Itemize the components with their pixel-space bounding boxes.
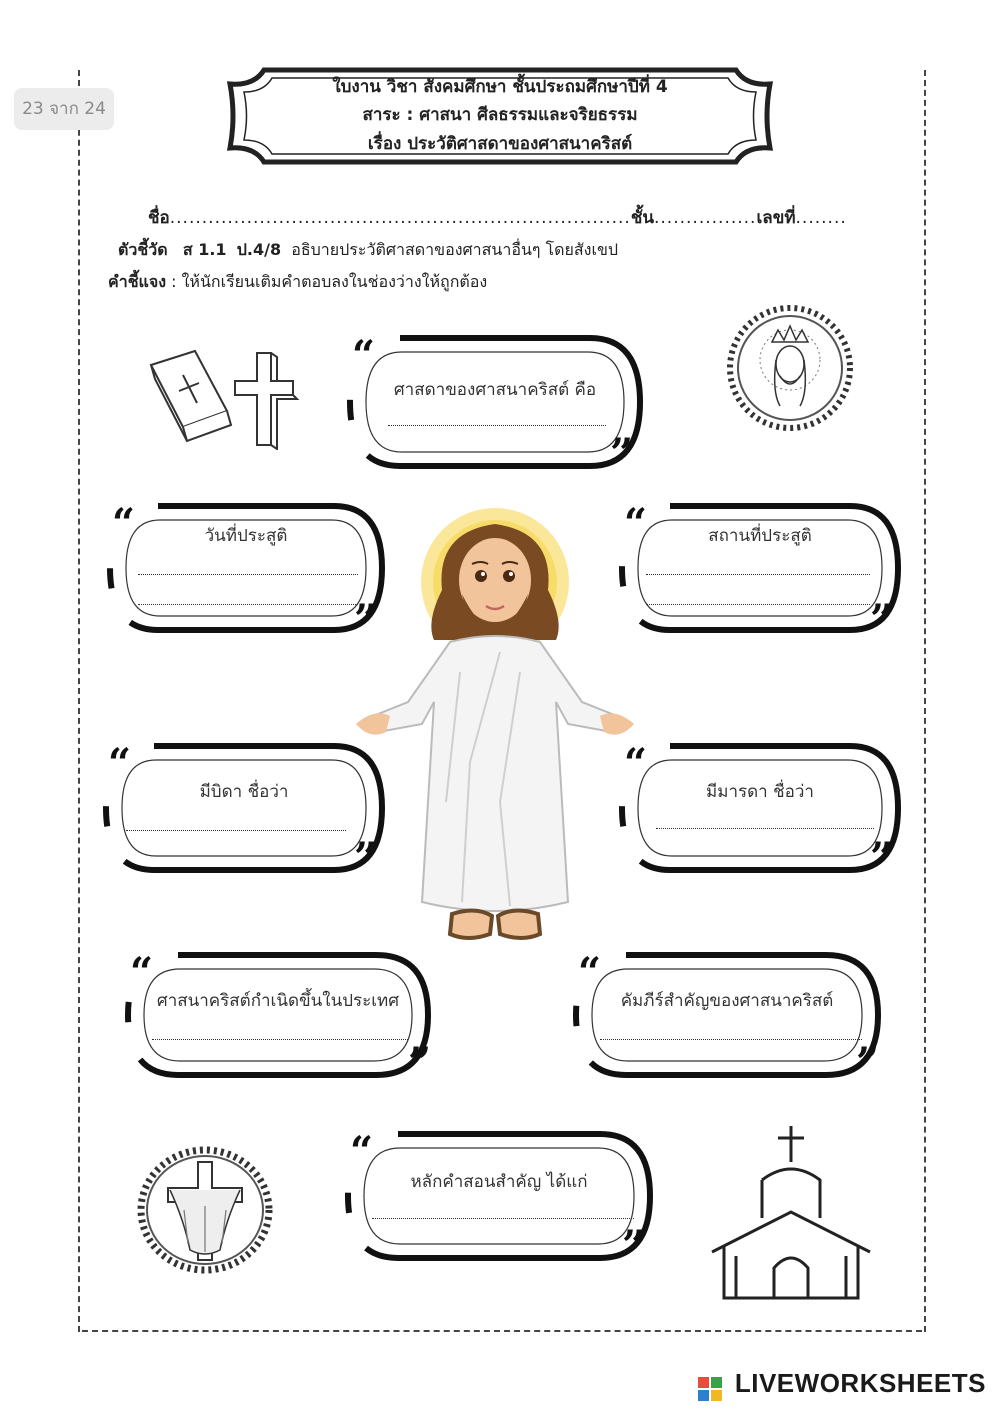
- question-origin-country-box: [118, 945, 438, 1085]
- question-birth-date-label: วันที่ประสูติ: [204, 526, 288, 546]
- answer-teachings-input[interactable]: [372, 1218, 634, 1219]
- question-teachings-box: [338, 1126, 660, 1269]
- question-prophet-box: [340, 330, 650, 475]
- top-bar: [0, 0, 1000, 66]
- name-blank[interactable]: ........................................................................: [169, 208, 631, 228]
- answer-prophet-input[interactable]: [388, 425, 606, 426]
- indicator-text: อธิบายประวัติศาสดาของศาสนาอื่นๆ โดยสังเขป: [291, 240, 619, 259]
- number-blank[interactable]: ........: [795, 208, 847, 228]
- close-quote-icon: ”: [610, 430, 634, 477]
- liveworksheets-brand[interactable]: LIVEWORKSHEETS: [734, 1368, 986, 1398]
- answer-birth-date-input-2[interactable]: [138, 604, 358, 605]
- open-quote-icon: “: [624, 500, 648, 547]
- left-border: [78, 70, 88, 1332]
- liveworksheets-logo-icon: [697, 1376, 723, 1402]
- class-label: ชั้น: [630, 208, 654, 228]
- question-birth-place-label: สถานที่ประสูติ: [708, 526, 812, 546]
- close-quote-icon: ”: [354, 596, 378, 643]
- answer-birth-place-input-1[interactable]: [646, 574, 870, 575]
- open-quote-icon: “: [112, 500, 136, 547]
- close-quote-icon: ”: [408, 1039, 432, 1086]
- indicator-grade: ป.4/8: [236, 240, 282, 259]
- church-illustration: [706, 1122, 876, 1302]
- close-quote-icon: ”: [870, 834, 894, 881]
- question-origin-country-label: ศาสนาคริสต์กำเนิดขึ้นในประเทศ: [156, 991, 400, 1011]
- close-quote-icon: ”: [870, 596, 894, 643]
- title-line-1: ใบงาน วิชา สังคมศึกษา ชั้นประถมศึกษาปีที่ 4: [332, 77, 668, 97]
- crown-of-thorns-cross-illustration: [130, 1140, 280, 1280]
- answer-birth-date-input-1[interactable]: [138, 574, 358, 575]
- indicator-code: ส 1.1: [182, 240, 227, 259]
- page-indicator[interactable]: 23 จาก 24: [14, 88, 114, 130]
- open-quote-icon: “: [578, 949, 602, 996]
- question-birth-place-box: [612, 498, 908, 643]
- answer-origin-country-input[interactable]: [152, 1039, 408, 1040]
- answer-father-input[interactable]: [126, 830, 346, 831]
- question-father-box: [96, 738, 392, 881]
- open-quote-icon: “: [350, 1128, 374, 1175]
- title-line-3: เรื่อง ประวัติศาสดาของศาสนาคริสต์: [367, 134, 633, 154]
- close-quote-icon: ”: [622, 1222, 646, 1269]
- question-scripture-label: คัมภีร์สำคัญของศาสนาคริสต์: [620, 991, 834, 1011]
- class-blank[interactable]: ................: [654, 208, 757, 228]
- question-teachings-label: หลักคำสอนสำคัญ ได้แก่: [410, 1172, 588, 1192]
- title-line-2: สาระ : ศาสนา ศีลธรรมและจริยธรรม: [362, 105, 638, 125]
- student-info-fields: [148, 204, 847, 231]
- bottom-border: [82, 1326, 922, 1332]
- open-quote-icon: “: [352, 332, 376, 379]
- instruction-label: คำชี้แจง: [108, 272, 167, 291]
- right-border: [916, 70, 926, 1332]
- number-label: เลขที่: [756, 208, 796, 228]
- indicator-row: [118, 238, 618, 263]
- close-quote-icon: ”: [856, 1039, 880, 1086]
- close-quote-icon: ”: [354, 834, 378, 881]
- open-quote-icon: “: [130, 949, 154, 996]
- open-quote-icon: “: [108, 740, 132, 787]
- bible-cross-illustration: [145, 345, 300, 450]
- instruction-row: [108, 270, 487, 295]
- answer-scripture-input[interactable]: [600, 1039, 862, 1040]
- question-scripture-box: [566, 945, 888, 1085]
- open-quote-icon: “: [624, 740, 648, 787]
- cross-icon: [235, 353, 297, 449]
- question-mother-box: [612, 738, 908, 881]
- indicator-label: ตัวชี้วัด: [118, 240, 168, 259]
- question-father-label: มีบิดา ชื่อว่า: [199, 782, 289, 802]
- bible-icon: [151, 351, 231, 441]
- crowned-jesus-wreath-illustration: [722, 300, 858, 436]
- name-label: ชื่อ: [148, 208, 170, 228]
- jesus-figure-illustration: [350, 502, 640, 948]
- question-mother-label: มีมารดา ชื่อว่า: [706, 782, 814, 802]
- question-birth-date-box: [100, 498, 392, 643]
- instruction-text: : ให้นักเรียนเติมคำตอบลงในช่องว่างให้ถูกต้อง: [171, 272, 488, 291]
- answer-birth-place-input-2[interactable]: [646, 604, 870, 605]
- answer-mother-input[interactable]: [656, 828, 874, 829]
- question-prophet-label: ศาสดาของศาสนาคริสต์ คือ: [393, 380, 597, 400]
